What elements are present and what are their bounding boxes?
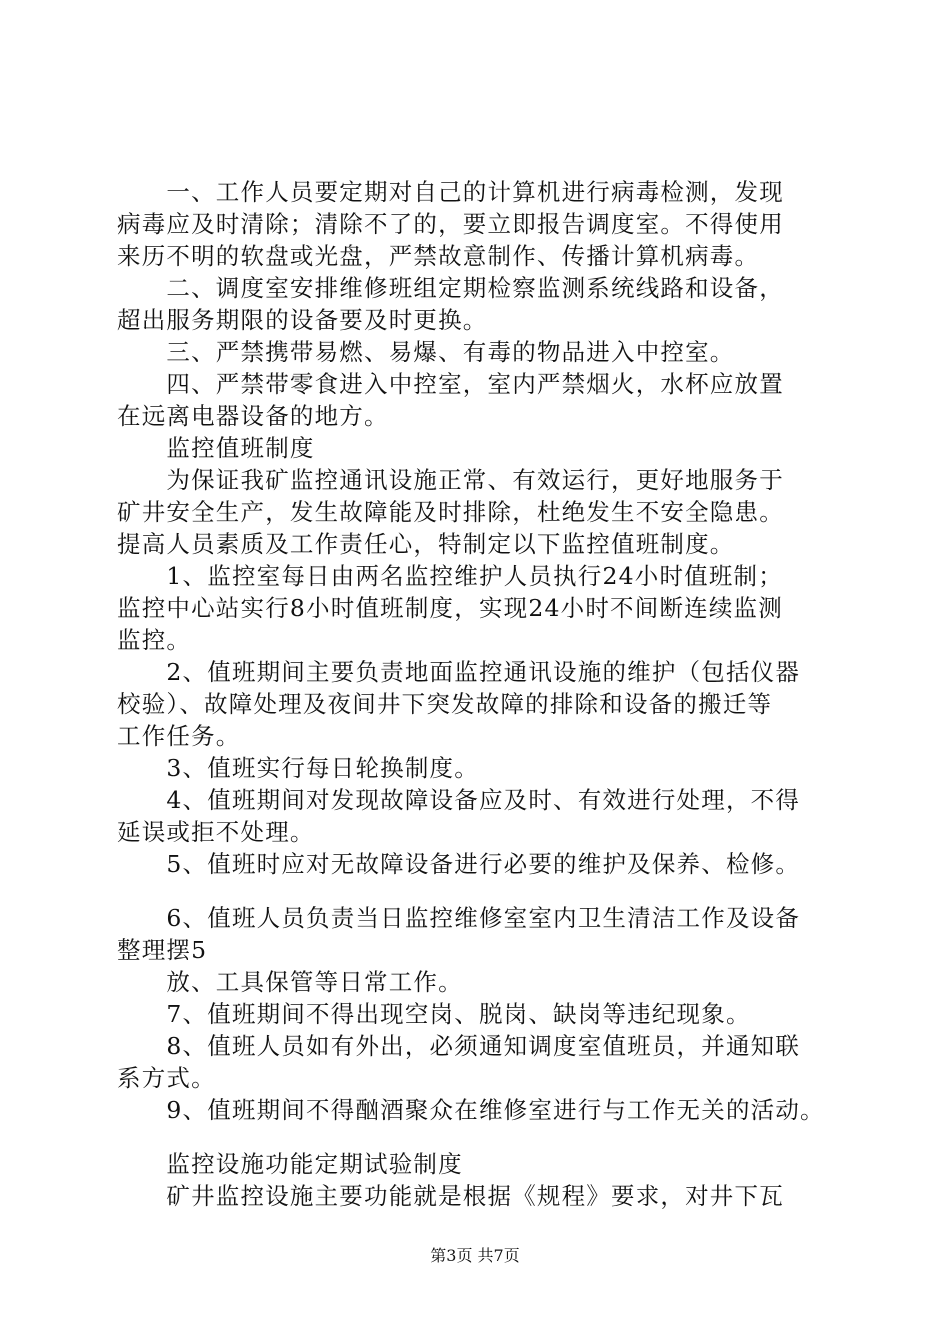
text-line: 为保证我矿监控通讯设施正常、有效运行，更好地服务于 [117,466,784,494]
text-line: 整理摆5 [117,936,208,964]
text-line: 三、严禁携带易燃、易爆、有毒的物品进入中控室。 [117,338,735,366]
text-line: 提高人员素质及工作责任心，特制定以下监控值班制度。 [117,530,735,558]
text-line: 工作任务。 [117,722,241,750]
text-line: 5、值班时应对无故障设备进行必要的维护及保养、检修。 [117,850,801,878]
text-line: 二、调度室安排维修班组定期检察监测系统线路和设备， [117,274,784,302]
text-line: 放、工具保管等日常工作。 [117,968,463,996]
text-line: 监控中心站实行8小时值班制度，实现24小时不间断连续监测 [117,594,783,622]
text-line: 矿井安全生产，发生故障能及时排除，杜绝发生不安全隐患。 [117,498,784,526]
text-line: 6、值班人员负责当日监控维修室室内卫生清洁工作及设备 [117,904,801,932]
section-heading: 监控设施功能定期试验制度 [117,1150,463,1178]
text-line: 3、值班实行每日轮换制度。 [117,754,479,782]
text-line: 9、值班期间不得酗酒聚众在维修室进行与工作无关的活动。 [117,1096,825,1124]
page-footer: 第3页 共7页 [430,1246,520,1265]
text-line: 7、值班期间不得出现空岗、脱岗、缺岗等违纪现象。 [117,1000,751,1028]
text-line: 监控。 [117,626,192,654]
text-line: 病毒应及时清除；清除不了的，要立即报告调度室。不得使用 [117,210,784,238]
text-line: 四、严禁带零食进入中控室，室内严禁烟火，水杯应放置 [117,370,784,398]
text-line: 来历不明的软盘或光盘，严禁故意制作、传播计算机病毒。 [117,242,760,270]
text-line: 矿井监控设施主要功能就是根据《规程》要求，对井下瓦 [117,1182,784,1210]
text-line: 4、值班期间对发现故障设备应及时、有效进行处理，不得 [117,786,801,814]
text-line: 延误或拒不处理。 [117,818,315,846]
text-line: 1、监控室每日由两名监控维护人员执行24小时值班制； [117,562,783,590]
text-line: 校验）、故障处理及夜间井下突发故障的排除和设备的搬迁等 [117,690,773,718]
text-line: 超出服务期限的设备要及时更换。 [117,306,488,334]
section-heading: 监控值班制度 [117,434,315,462]
text-line: 8、值班人员如有外出，必须通知调度室值班员，并通知联 [117,1032,801,1060]
text-line: 一、工作人员要定期对自己的计算机进行病毒检测，发现 [117,178,784,206]
text-line: 在远离电器设备的地方。 [117,402,389,430]
text-line: 2、值班期间主要负责地面监控通讯设施的维护（包括仪器 [117,658,801,686]
text-line: 系方式。 [117,1064,216,1092]
